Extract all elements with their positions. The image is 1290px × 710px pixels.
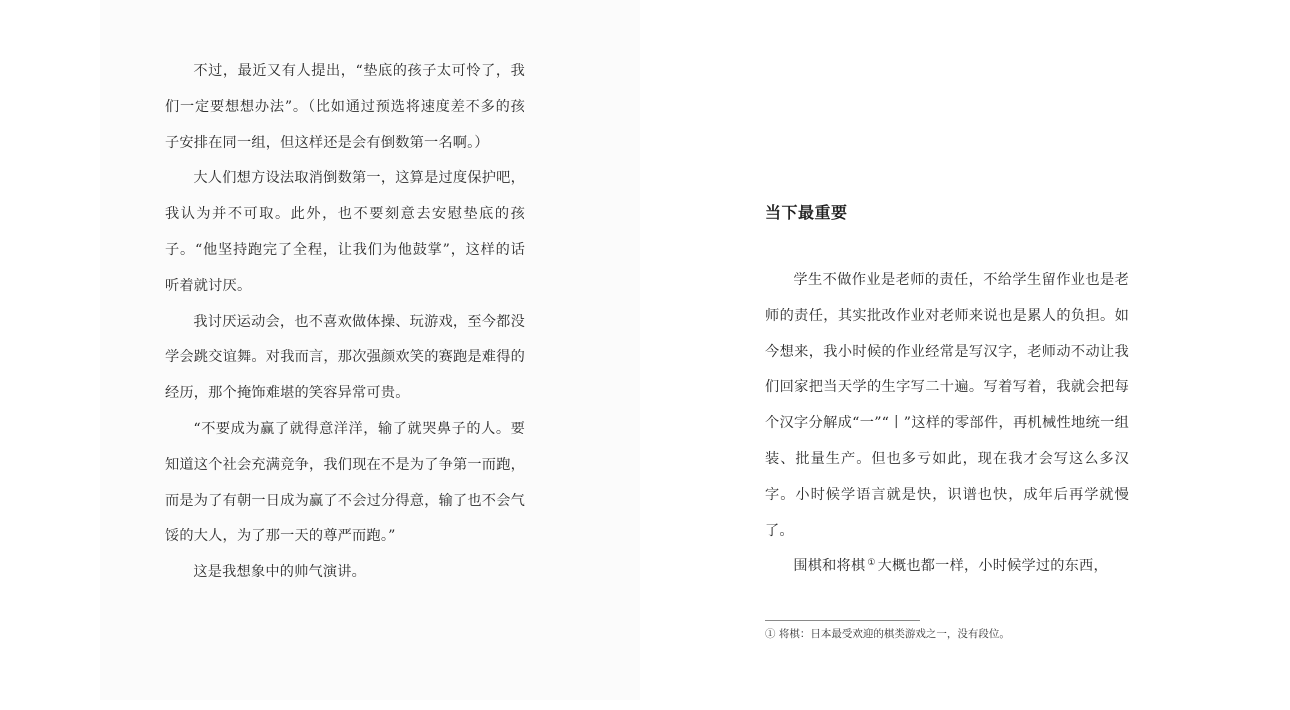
- left-page-body: [165, 54, 525, 591]
- paragraph: 学生不做作业是老师的责任，不给学生留作业也是老师的责任，其实批改作业对老师来说也是累人的负担。如今想来，我小时候的作业经常是写汉字，老师动不动让我们回家把当天学的生字写二十遍。写着写着，我就会把每个汉字分解成“一”“丨”这样的零部件，再机械性地统一组装、批量生产。但也多亏如此，现在我才会写这么多汉字。小时候学语言就是快，识谱也快，成年后再学就慢了。: [765, 272, 1129, 539]
- paragraph: 大人们想方设法取消倒数第一，这算是过度保护吧，我认为并不可取。此外，也不要刻意去安慰垫底的孩子。“他坚持跑完了全程，让我们为他鼓掌”，这样的话听着就讨厌。: [165, 170, 525, 294]
- paragraph-start: 围棋和将棋: [793, 558, 866, 575]
- paragraph: 不过，最近又有人提出，“垫底的孩子太可怜了，我们一定要想想办法”。（比如通过预选将速度差不多的孩子安排在同一组，但这样还是会有倒数第一名啊。）: [165, 63, 525, 151]
- paragraph-continued: 大概也都一样，小时候学过的东西，: [877, 558, 1108, 575]
- right-page-body: [765, 263, 1129, 585]
- left-page: [100, 0, 640, 700]
- footnote-reference: ①: [867, 557, 876, 568]
- section-heading: 当下最重要: [765, 203, 848, 222]
- footnote-text: ① 将棋：日本最受欢迎的棋类游戏之一，没有段位。: [765, 628, 1010, 640]
- paragraph: “不要成为赢了就得意洋洋，输了就哭鼻子的人。要知道这个社会充满竞争，我们现在不是为了争第一而跑，而是为了有朝一日成为赢了不会过分得意，输了也不会气馁的大人，为了那一天的尊严而跑。”: [165, 420, 525, 545]
- paragraph: [765, 549, 1129, 585]
- paragraph: 这是我想象中的帅气演讲。: [193, 564, 367, 581]
- footnote-divider: [765, 620, 920, 621]
- paragraph: 我讨厌运动会，也不喜欢做体操、玩游戏，至今都没学会跳交谊舞。对我而言，那次强颜欢笑的赛跑是难得的经历，那个掩饰难堪的笑容异常可贵。: [165, 313, 525, 402]
- right-page: [745, 0, 1190, 700]
